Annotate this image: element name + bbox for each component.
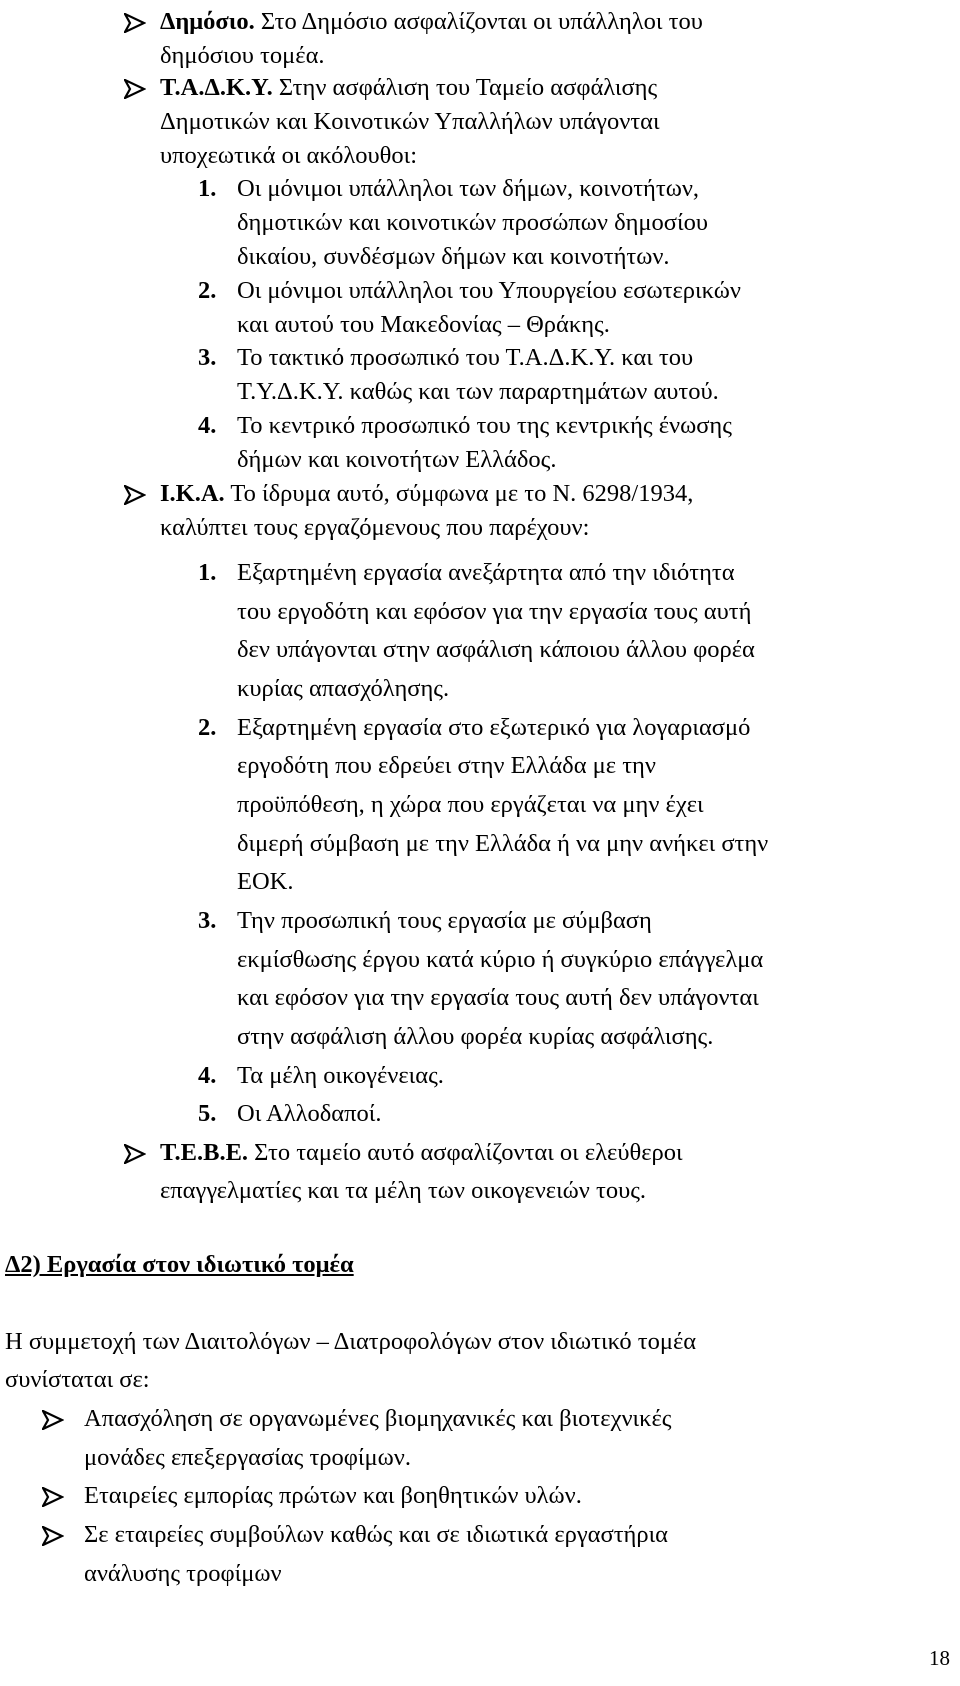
list-item-line: και εφόσον για την εργασία τους αυτή δεν υπάγονται xyxy=(237,984,759,1011)
list-item-line: και αυτού του Μακεδονίας – Θράκης. xyxy=(237,311,610,338)
page-number: 18 xyxy=(929,1646,950,1670)
bullet-line: ανάλυσης τροφίμων xyxy=(84,1560,282,1587)
bullet-line: Σε εταιρείες συμβούλων καθώς και σε ιδιωτικά εργαστήρια xyxy=(84,1521,669,1548)
bullet-line: Ι.Κ.Α. Το ίδρυμα αυτό, σύμφωνα με το Ν. 6298/1934, xyxy=(160,480,694,507)
arrow-bullet-icon xyxy=(42,1487,64,1507)
list-item-line: εκμίσθωσης έργου κατά κύριο ή συγκύριο επάγγελμα xyxy=(237,946,764,973)
list-item-line: δήμων και κοινοτήτων Ελλάδος. xyxy=(237,446,557,473)
section-heading: Δ2) Εργασία στον ιδιωτικό τομέα xyxy=(5,1251,354,1278)
list-item-line: ΕΟΚ. xyxy=(237,868,294,895)
list-item-line: Το κεντρικό προσωπικό του της κεντρικής ένωσης xyxy=(237,412,732,439)
list-item-line: Την προσωπική τους εργασία με σύμβαση xyxy=(237,907,652,934)
arrow-bullet-icon xyxy=(42,1526,64,1546)
list-item-line: δικαίου, συνδέσμων δήμων και κοινοτήτων. xyxy=(237,243,670,270)
list-item-line: προϋπόθεση, η χώρα που εργάζεται να μην έχει xyxy=(237,791,704,818)
list-number: 3. xyxy=(198,344,217,371)
bullet-line: δημόσιου τομέα. xyxy=(160,42,325,69)
list-number: 4. xyxy=(198,1062,217,1089)
list-number: 5. xyxy=(198,1100,217,1127)
list-item-line: του εργοδότη και εφόσον για την εργασία τους αυτή xyxy=(237,598,752,625)
intro-line: συνίσταται σε: xyxy=(5,1366,150,1393)
bullet-line: Δημόσιο. Στο Δημόσιο ασφαλίζονται οι υπάλληλοι του xyxy=(160,8,703,35)
bullet-line: Τ.Α.Δ.Κ.Υ. Στην ασφάλιση του Ταμείο ασφάλισης xyxy=(160,74,658,101)
bullet-line: Εταιρείες εμπορίας πρώτων και βοηθητικών υλών. xyxy=(84,1482,582,1509)
list-number: 2. xyxy=(198,714,217,741)
bullet-line: επαγγελματίες και τα μέλη των οικογενειών τους. xyxy=(160,1177,647,1204)
list-number: 2. xyxy=(198,277,217,304)
intro-line: Η συμμετοχή των Διαιτολόγων – Διατροφολόγων στον ιδιωτικό τομέα xyxy=(5,1328,697,1355)
list-item-line: στην ασφάλιση άλλου φορέα κυρίας ασφάλισης. xyxy=(237,1023,714,1050)
list-item-line: Εξαρτημένη εργασία ανεξάρτητα από την ιδιότητα xyxy=(237,559,735,586)
list-item-line: Το τακτικό προσωπικό του Τ.Α.Δ.Κ.Υ. και του xyxy=(237,344,694,371)
arrow-bullet-icon xyxy=(124,79,146,99)
list-item-line: Τα μέλη οικογένειας. xyxy=(237,1062,444,1089)
arrow-bullet-icon xyxy=(42,1410,64,1430)
list-number: 1. xyxy=(198,175,217,202)
bullet-line: καλύπτει τους εργαζόμενους που παρέχουν: xyxy=(160,514,590,541)
list-item-line: Οι Αλλοδαποί. xyxy=(237,1100,382,1127)
bullet-line: μονάδες επεξεργασίας τροφίμων. xyxy=(84,1444,411,1471)
arrow-bullet-icon xyxy=(124,13,146,33)
list-number: 1. xyxy=(198,559,217,586)
arrow-bullet-icon xyxy=(124,485,146,505)
list-item-line: κυρίας απασχόλησης. xyxy=(237,675,450,702)
list-item-line: Οι μόνιμοι υπάλληλοι του Υπουργείου εσωτερικών xyxy=(237,277,741,304)
list-item-line: δημοτικών και κοινοτικών προσώπων δημοσίου xyxy=(237,209,708,236)
list-item-line: Εξαρτημένη εργασία στο εξωτερικό για λογαριασμό xyxy=(237,714,751,741)
arrow-bullet-icon xyxy=(124,1144,146,1164)
list-item-line: διμερή σύμβαση με την Ελλάδα ή να μην ανήκει στην xyxy=(237,830,769,857)
list-item-line: Οι μόνιμοι υπάλληλοι των δήμων, κοινοτήτων, xyxy=(237,175,700,202)
list-item-line: εργοδότη που εδρεύει στην Ελλάδα με την xyxy=(237,752,656,779)
bullet-line: Δημοτικών και Κοινοτικών Υπαλλήλων υπάγονται xyxy=(160,108,660,135)
list-item-line: δεν υπάγονται στην ασφάλιση κάποιου άλλου φορέα xyxy=(237,636,755,663)
list-number: 3. xyxy=(198,907,217,934)
list-item-line: Τ.Υ.Δ.Κ.Υ. καθώς και των παραρτημάτων αυτού. xyxy=(237,378,719,405)
bullet-line: Απασχόληση σε οργανωμένες βιομηχανικές και βιοτεχνικές xyxy=(84,1405,672,1432)
list-number: 4. xyxy=(198,412,217,439)
bullet-line: υποχεωτικά οι ακόλουθοι: xyxy=(160,142,418,169)
bullet-line: Τ.Ε.Β.Ε. Στο ταμείο αυτό ασφαλίζονται οι ελεύθεροι xyxy=(160,1139,683,1166)
